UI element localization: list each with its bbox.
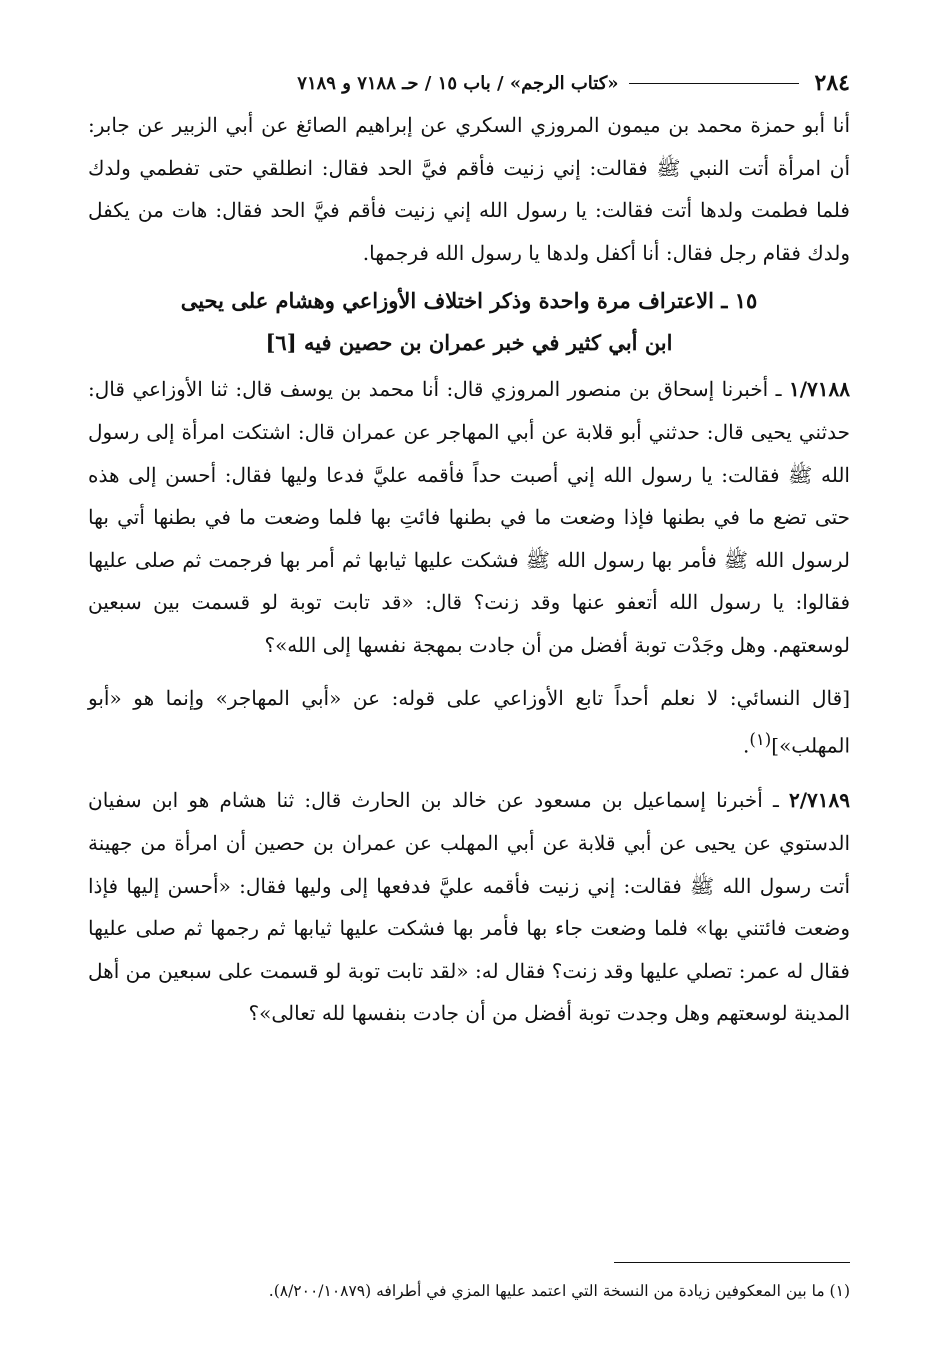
footnote-rule [614, 1262, 850, 1263]
intro-paragraph: أنا أبو حمزة محمد بن ميمون المروزي السكري عن إبراهيم الصائغ عن أبي الزبير عن جابر: أن امرأة أتت النبي ﷺ فقالت: إني زنيت فأقم فيَّ الحد فقال: انطلقي حتى تفطمي ولدك فلما فطمت ولدها أتت فقالت: يا رسول الله إني زنيت فأقم فيَّ الحد فقال: هات من يكفل ولدك فقام رجل فقال: أنا أكفل ولدها يا رسول الله فرجمها. [88, 113, 851, 265]
footnote: (١) ما بين المعكوفين زيادة من النسخة التي اعتمد عليها المزي في أطرافه (٨/٢٠٠/١٠٨٧٩). [268, 1282, 850, 1300]
section-heading [88, 280, 850, 364]
book-page [88, 62, 850, 1332]
hadith-text: ـ أخبرنا إسماعيل بن مسعود عن خالد بن الحارث قال: ثنا هشام هو ابن سفيان الدستوي عن يحيى عن أبي قلابة عن أبي المهلب عن عمران بن حصين أن امرأة من جهينة أتت رسول الله ﷺ فقالت: إني زنيت فأقمه عليَّ فدفعها إلى وليها فقال: «أحسن إليها فإذا وضعت فائتني بها» فلما وضعت جاء بها فأمر بها فشكت عليها ثيابها ثم رجمها ثم صلى عليها فقال له عمر: تصلي عليها وقد زنت؟ فقال له: «لقد تابت توبة لو قسمت على سبعين من أهل المدينة لوسعتهم وهل وجدت توبة أفضل من أن جادت بنفسها لله تعالى»؟ [88, 788, 850, 1026]
header-rule [629, 83, 799, 84]
hadith-number: ٢/٧١٨٩ [788, 788, 850, 813]
running-head: «كتاب الرجم» / باب ١٥ / حـ ٧١٨٨ و ٧١٨٩ [297, 72, 619, 94]
hadith-7189 [88, 779, 850, 1035]
hadith-7188 [88, 368, 850, 666]
nasai-note-end: . [742, 733, 750, 758]
section-heading-line-1: ١٥ ـ الاعتراف مرة واحدة وذكر اختلاف الأوزاعي وهشام على يحيى [180, 288, 758, 314]
section-heading-line-2: ابن أبي كثير في خبر عمران بن حصين فيه [٦] [265, 330, 673, 356]
nasai-note [88, 677, 850, 768]
hadith-number: ١/٧١٨٨ [788, 377, 850, 402]
nasai-note-text: [قال النسائي: لا نعلم أحداً تابع الأوزاعي على قوله: عن «أبي المهاجر» وإنما هو «أبو المهلب»] [88, 685, 850, 758]
hadith-text: ـ أخبرنا إسحاق بن منصور المروزي قال: أنا محمد بن يوسف قال: ثنا الأوزاعي قال: حدثني يحيى قال: حدثني أبو قلابة عن أبي المهاجر عن عمران قال: اشتكت امرأة إلى رسول الله ﷺ فقالت: يا رسول الله إني أصبت حداً فأقمه عليَّ فدعا وليها فقال: أحسن إلى هذه حتى تضع ما في بطنها فإذا وضعت ما في بطنها فائتِ بها فلما وضعت ما في بطنها أتي بها لرسول الله ﷺ فأمر بها رسول الله ﷺ فشكت عليها ثيابها ثم أمر بها فرجمت ثم صلى عليها فقالوا: يا رسول الله أتعفو عنها وقد زنت؟ قال: «قد تابت توبة لو قسمت بين سبعين لوسعتهم. وهل وجَدْت توبة أفضل من أن جادت بمهجة نفسها إلى الله»؟ [88, 377, 851, 657]
page-header [88, 62, 850, 104]
footnote-marker: (١) [749, 730, 772, 750]
page-number: ٢٨٤ [814, 70, 850, 96]
